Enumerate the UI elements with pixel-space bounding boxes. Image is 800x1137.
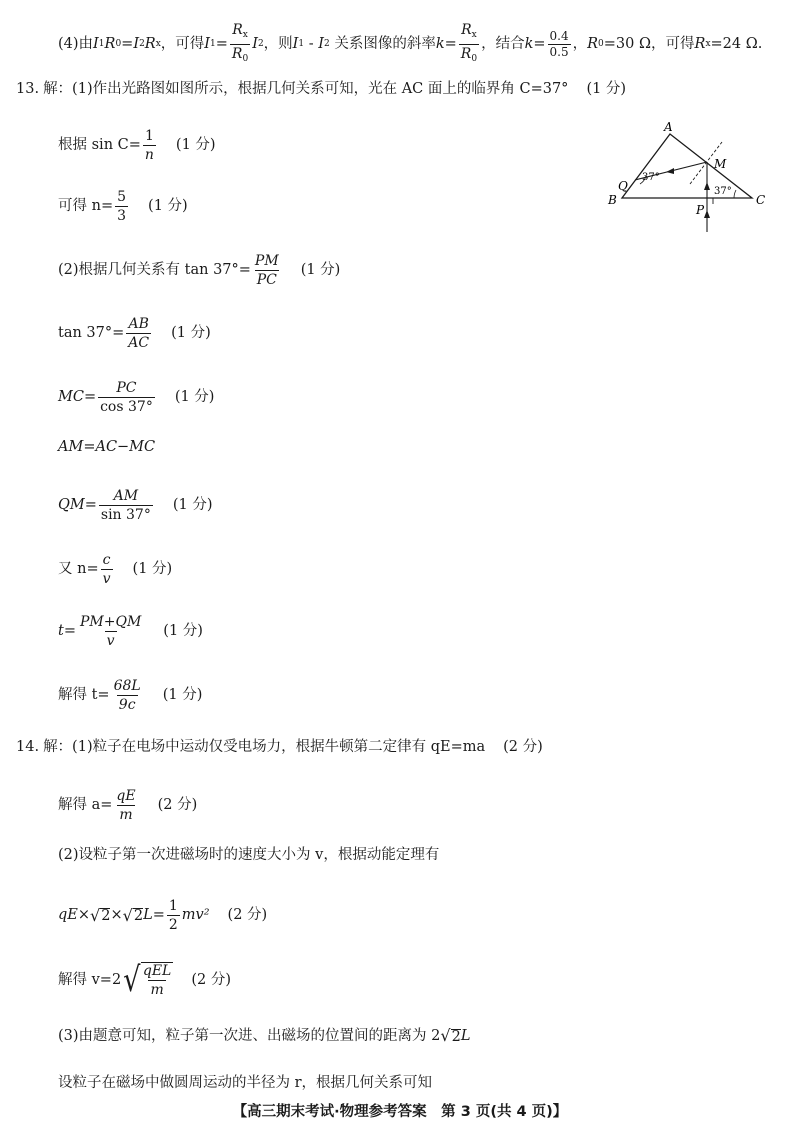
num: PM+QM — [79, 614, 142, 630]
sub: 0 — [471, 54, 478, 64]
q14-line3 — [58, 898, 267, 933]
score: (1 分) — [171, 325, 211, 342]
fraction — [141, 962, 173, 998]
text: qE× — [58, 907, 91, 924]
text: = — [533, 36, 546, 53]
score: (1 分) — [172, 497, 213, 514]
q13-line6 — [58, 440, 155, 455]
sub: 0 — [115, 39, 122, 49]
var: I — [204, 36, 211, 53]
text: ， — [572, 36, 588, 53]
sub: x — [705, 39, 711, 49]
page-footer: 【高三期末考试·物理参考答案 第 3 页(共 4 页)】 — [232, 1104, 568, 1120]
den: v — [102, 571, 111, 587]
den: 2 — [168, 917, 178, 933]
num: 1 — [144, 128, 154, 144]
den: 3 — [117, 208, 127, 224]
num: 1 — [168, 898, 178, 914]
sub: 2 — [139, 39, 145, 49]
ray-arrow-in — [704, 210, 710, 218]
fraction — [253, 253, 281, 288]
q13-line10 — [58, 678, 202, 713]
den: 9c — [118, 697, 136, 713]
score: (2 分) — [157, 797, 198, 814]
text: mv² — [181, 907, 210, 924]
var: R — [587, 36, 599, 53]
label-b: B — [608, 193, 617, 207]
den: sin 37° — [100, 507, 151, 523]
text: - — [304, 36, 319, 53]
q14-line1 — [58, 788, 197, 823]
sqrt-symbol: √ — [440, 1026, 451, 1045]
sub: 2 — [257, 39, 264, 49]
text: 解得 a= — [58, 797, 113, 814]
q13-line4 — [58, 316, 211, 351]
text: ，可得 — [160, 36, 205, 53]
text: 关系图像的斜率 — [334, 36, 436, 53]
den: PC — [256, 272, 277, 288]
var: R — [461, 22, 472, 38]
label-c: C — [756, 193, 766, 207]
sub: 0 — [598, 39, 604, 49]
ray-arrow-left — [666, 168, 674, 174]
label-p: P — [696, 203, 705, 217]
num: 0.4 — [549, 29, 569, 43]
score: (1 分) — [132, 561, 173, 578]
sub: 2 — [324, 39, 330, 49]
fraction — [114, 788, 137, 823]
sqrt — [90, 905, 111, 925]
text: × — [110, 907, 123, 924]
q13-line1 — [58, 128, 216, 163]
fraction — [230, 22, 250, 67]
score: (2 分) — [227, 907, 268, 924]
q14-line6 — [58, 1076, 432, 1091]
q14-line4 — [58, 962, 231, 998]
sub: 1 — [98, 39, 105, 49]
radicand: 2 — [101, 908, 111, 924]
num: PC — [116, 380, 137, 396]
var: I — [292, 36, 299, 53]
angle-label-q: 37° — [642, 172, 660, 183]
var: k — [435, 36, 445, 53]
num: c — [102, 552, 111, 568]
right-angle-mark — [707, 198, 713, 204]
text: (3)由题意可知，粒子第一次进、出磁场的位置间的距离为 2 — [58, 1027, 441, 1044]
score: (1 分) — [162, 687, 203, 704]
label-a: A — [664, 120, 673, 134]
sqrt — [121, 962, 173, 998]
label-m: M — [714, 157, 727, 171]
num: qEL — [142, 963, 172, 979]
num: 68L — [113, 678, 141, 694]
score: (1 分) — [174, 389, 215, 406]
text: 又 n= — [58, 561, 99, 578]
text: 设粒子在磁场中做圆周运动的半径为 r，根据几何关系可知 — [58, 1075, 433, 1091]
q13-line7 — [58, 488, 213, 523]
text: = — [444, 36, 457, 53]
text: =30 Ω，可得 — [603, 36, 695, 53]
sub: 1 — [298, 39, 305, 49]
ray-arrow-up — [704, 182, 710, 190]
score: (1 分) — [300, 262, 341, 279]
num: 5 — [117, 189, 127, 205]
q13-line8 — [58, 552, 172, 587]
label-q: Q — [618, 179, 628, 193]
text: = — [215, 36, 228, 53]
q13-line5 — [58, 380, 214, 415]
text: 可得 n= — [58, 198, 114, 215]
text: 解得 v=2 — [58, 971, 122, 988]
score: (1 分) — [163, 623, 203, 640]
den: AC — [128, 335, 150, 351]
text: t= — [58, 623, 76, 640]
sqrt-symbol: √ — [122, 905, 133, 925]
var: R — [460, 46, 472, 62]
q14-line5 — [58, 1028, 470, 1044]
den: cos 37° — [100, 399, 153, 415]
sub: 0 — [242, 54, 249, 64]
fraction — [78, 614, 143, 649]
var: R — [232, 22, 243, 38]
fraction — [143, 128, 156, 163]
sqrt-symbol: √ — [90, 905, 101, 925]
score: (1 分) — [175, 137, 216, 154]
radicand: 2 — [133, 908, 144, 924]
var: R — [104, 36, 116, 53]
score: (1 分) — [148, 198, 188, 215]
sqrt-symbol: √ — [123, 960, 141, 1000]
prism-diagram — [600, 118, 780, 236]
q14-line2 — [58, 848, 439, 863]
sub: x — [242, 30, 248, 40]
text: 根据 sin C= — [58, 137, 141, 154]
text: AM=AC−MC — [58, 439, 156, 455]
score: (2 分) — [191, 971, 231, 988]
part4-line — [58, 22, 762, 67]
sqrt — [440, 1028, 460, 1044]
var: R — [144, 36, 156, 53]
text: ，则 — [263, 36, 293, 53]
var: R — [694, 36, 706, 53]
q13-line2 — [58, 189, 188, 224]
text: 解：(1)粒子在电场中运动仅受电场力，根据牛顿第二定律有 qE=ma — [43, 739, 486, 755]
den: m — [150, 982, 164, 998]
angle-arc-c — [734, 190, 736, 198]
score: (1 分) — [586, 81, 627, 97]
num: AM — [113, 488, 139, 504]
fraction — [99, 488, 153, 523]
fraction — [115, 189, 128, 224]
var: k — [524, 36, 534, 53]
fraction — [167, 898, 180, 933]
prism-triangle — [622, 134, 752, 198]
num: PM — [254, 253, 279, 269]
text: (4)由 — [58, 36, 94, 53]
den: n — [144, 147, 154, 163]
q14-intro — [16, 740, 543, 755]
den: m — [119, 807, 133, 823]
fraction — [101, 552, 113, 587]
var: I — [133, 36, 140, 53]
fraction — [98, 380, 155, 415]
var: R — [231, 46, 243, 62]
text: (2)根据几何关系有 tan 37°= — [58, 262, 251, 279]
var: I — [318, 36, 324, 53]
text: tan 37°= — [58, 325, 125, 342]
fraction — [548, 30, 571, 59]
q13-intro — [16, 82, 626, 97]
angle-label-c: 37° — [714, 186, 732, 197]
question-number: 13. — [16, 81, 40, 97]
text: L — [460, 1027, 471, 1044]
text: 解：(1)作出光路图如图所示，根据几何关系可知，光在 AC 面上的临界角 C=37° — [43, 81, 569, 97]
fraction — [459, 22, 479, 67]
num: AB — [128, 316, 149, 332]
radicand: 2 — [451, 1028, 461, 1045]
sub: x — [471, 30, 477, 40]
text: QM= — [58, 497, 97, 514]
fraction — [112, 678, 143, 713]
num: qE — [116, 788, 136, 804]
score: (2 分) — [503, 739, 543, 755]
var: I — [93, 36, 99, 53]
q13-line3 — [58, 253, 340, 288]
text: MC= — [58, 389, 97, 406]
text: = — [121, 36, 134, 53]
sub: 1 — [210, 39, 216, 49]
text: =24 Ω. — [710, 36, 763, 53]
den: 0.5 — [549, 45, 569, 59]
sqrt — [122, 905, 144, 925]
text: 解得 t= — [58, 687, 110, 704]
den: v — [106, 633, 115, 649]
sub: x — [155, 39, 161, 49]
fraction — [126, 316, 151, 351]
text: ，结合 — [481, 36, 525, 53]
question-number: 14. — [16, 739, 40, 755]
var: I — [252, 36, 258, 53]
text: L= — [143, 907, 165, 924]
text: (2)设粒子第一次进磁场时的速度大小为 v，根据动能定理有 — [58, 847, 440, 863]
q13-line9 — [58, 614, 203, 649]
